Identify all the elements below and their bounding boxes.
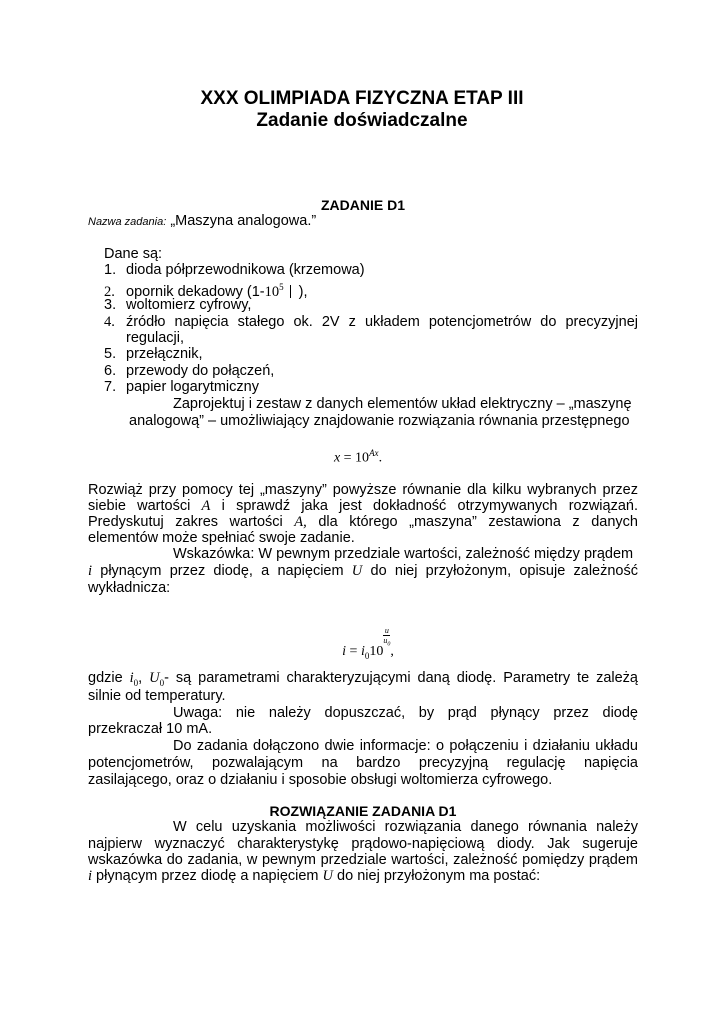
info-line: potencjometrów, pozwalającym na bardzo precyzyjną regulację napięcia [88, 755, 638, 771]
formula-transcendental: $x = 10^{Ax}$. [333, 448, 383, 466]
paragraph-line: analogową” – umożliwiający znajdowanie rozwiązania równania przestępnego [129, 413, 630, 429]
list-item: 4. źródło napięcia stałego ok. 2V z układem potencjometrów do precyzyjnej [104, 314, 638, 330]
task-name-line [88, 213, 638, 231]
list-item: 5. przełącznik, [104, 346, 203, 362]
list-item: 6. przewody do połączeń, [104, 363, 275, 379]
list-item: 3. woltomierz cyfrowy, [104, 297, 252, 313]
solution-line: i płynącym przez diodę a napięciem U do niej przyłożonym ma postać: [88, 868, 541, 884]
hint-line: wykładnicza: [88, 580, 171, 596]
solution-line: najpierw wyznaczyć charakterystykę prądowo-napięciową diody. Jak sugeruje [88, 836, 638, 852]
solution-heading: ROZWIĄZANIE ZADANIA D1 [269, 803, 457, 819]
document-subtitle: Zadanie doświadczalne [256, 110, 468, 131]
info-line: zasilającego, oraz o działaniu i sposobie obsługi woltomierza cyfrowego. [88, 772, 553, 788]
list-item: regulacji, [126, 330, 185, 346]
task-name-label: Nazwa zadania: [88, 216, 167, 228]
paragraph-line: elementów może spełniać swoje zadanie. [88, 530, 355, 546]
note-line: Uwaga: nie należy dopuszczać, by prąd płynący przez diodę [173, 705, 638, 721]
document-title: XXX OLIMPIADA FIZYCZNA ETAP III [200, 88, 524, 109]
solution-line: W celu uzyskania możliwości rozwiązania danego równania należy [173, 819, 638, 835]
info-line: Do zadania dołączono dwie informacje: o połączeniu i działaniu układu [173, 738, 638, 754]
task-name-value: „Maszyna analogowa.” [170, 213, 317, 229]
paragraph-line: gdzie $i_0$, $U_0-$ są parametrami charakteryzującymi daną diodę. Parametry te zależą [88, 670, 638, 688]
solution-line: wskazówka do zadania, w pewnym przedziale wartości, zależność pomiędzy prądem [88, 852, 638, 868]
paragraph-line: siebie wartości A i sprawdź jaka jest dokładność otrzymywanych rozwiązań. [88, 498, 638, 514]
list-item: 7. papier logarytmiczny [104, 379, 259, 395]
list-item: 2. opornik dekadowy ($1-10^5$ ), [104, 282, 308, 300]
note-line: przekraczał 10 mA. [88, 721, 213, 737]
task-heading: ZADANIE D1 [320, 197, 405, 213]
paragraph-line: Predyskutuj zakres wartości A, dla którego „maszyna” zestawiona z danych [88, 514, 638, 530]
hint-line: Wskazówka: W pewnym przedziale wartości, zależność między prądem [173, 546, 634, 562]
paragraph-line: Zaprojektuj i zestaw z danych elementów układ elektryczny – „maszynę [173, 396, 632, 412]
paragraph-line: silnie od temperatury. [88, 688, 226, 704]
formula-diode: $i = i_010$ $\frac{u}{u_0}$ , [342, 626, 394, 661]
given-label: Dane są: [104, 246, 163, 262]
hint-line: i płynącym przez diodę, a napięciem U do niej przyłożonym, opisuje zależność [88, 563, 638, 579]
paragraph-line: Rozwiąż przy pomocy tej „maszyny” powyższe równanie dla kilku wybranych przez [88, 482, 638, 498]
list-item: 1. dioda półprzewodnikowa (krzemowa) [104, 262, 365, 278]
